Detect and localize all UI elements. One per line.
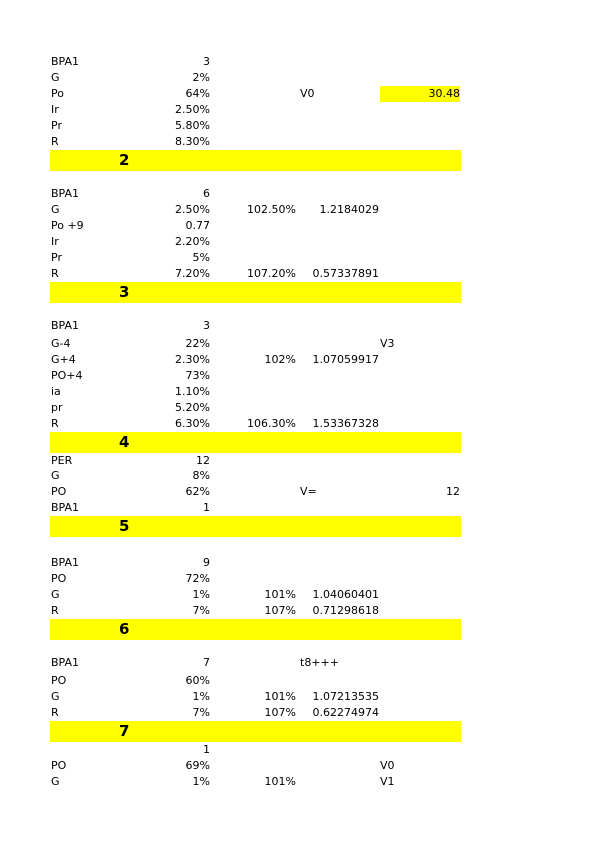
row-label[interactable]: PO	[51, 759, 67, 772]
table-row	[50, 250, 461, 266]
table-row	[50, 705, 461, 721]
section-number: 4	[119, 433, 130, 451]
row-label[interactable]: PO	[51, 485, 67, 498]
computed-cell[interactable]: 1.04060401	[312, 588, 379, 601]
computed-cell[interactable]: 0.62274974	[312, 706, 379, 719]
computed-cell[interactable]: 1.07213535	[312, 690, 379, 703]
row-value[interactable]: 7	[203, 656, 210, 669]
row-label[interactable]: R	[51, 417, 59, 430]
factor-cell[interactable]: 106.30%	[247, 417, 296, 430]
table-row	[50, 742, 461, 758]
row-value[interactable]: 1%	[192, 775, 210, 788]
table-row	[50, 368, 461, 384]
row-value[interactable]: 6.30%	[175, 417, 210, 430]
row-label[interactable]: G	[51, 775, 60, 788]
table-row	[50, 555, 461, 571]
row-label[interactable]: R	[51, 706, 59, 719]
variable-label[interactable]: V=	[300, 485, 317, 498]
factor-cell[interactable]: 102%	[264, 353, 296, 366]
table-row	[50, 500, 461, 516]
row-label[interactable]: Ir	[51, 235, 59, 248]
table-row	[50, 587, 461, 603]
factor-cell[interactable]: 107.20%	[247, 267, 296, 280]
section-number: 7	[119, 722, 130, 740]
section-header-band[interactable]	[50, 282, 461, 303]
row-label[interactable]: PO+4	[51, 369, 83, 382]
row-value[interactable]: 1%	[192, 690, 210, 703]
row-label[interactable]: G	[51, 203, 60, 216]
row-value[interactable]: 2.50%	[175, 203, 210, 216]
section-number: 2	[119, 151, 130, 169]
row-label[interactable]: Po +9	[51, 219, 84, 232]
row-value[interactable]: 2.30%	[175, 353, 210, 366]
section-header-band[interactable]	[50, 619, 461, 640]
section-number: 6	[119, 620, 130, 638]
row-value[interactable]: 2%	[192, 71, 210, 84]
variable-label[interactable]: V0	[300, 87, 315, 100]
variable-label[interactable]: V0	[380, 759, 395, 772]
row-label[interactable]: Ir	[51, 103, 59, 116]
row-value[interactable]: 6	[203, 187, 210, 200]
row-value[interactable]: 7%	[192, 604, 210, 617]
row-value[interactable]: 0.77	[185, 219, 210, 232]
row-label[interactable]	[51, 742, 161, 758]
section-header-band[interactable]	[50, 516, 461, 537]
computed-cell[interactable]: 0.71298618	[312, 604, 379, 617]
table-row	[50, 234, 461, 250]
factor-cell[interactable]: 101%	[264, 690, 296, 703]
table-row	[50, 70, 461, 86]
table-row	[50, 118, 461, 134]
table-row	[50, 758, 461, 774]
row-value[interactable]: 1.10%	[175, 385, 210, 398]
section-header-band[interactable]	[50, 432, 461, 453]
table-row	[50, 689, 461, 705]
table-row	[50, 266, 461, 282]
row-label[interactable]: BPA1	[51, 187, 79, 200]
table-row	[50, 352, 461, 368]
section-number: 3	[119, 283, 130, 301]
row-label[interactable]: PO	[51, 572, 67, 585]
variable-label[interactable]: t8+++	[300, 656, 339, 669]
table-row	[50, 54, 461, 70]
row-value[interactable]: 73%	[185, 369, 210, 382]
row-value[interactable]: 1	[203, 743, 210, 756]
row-label[interactable]: G	[51, 71, 60, 84]
table-row	[50, 336, 461, 352]
row-value[interactable]: 1	[203, 501, 210, 514]
result-cell[interactable]: 12	[446, 485, 460, 498]
row-value[interactable]: 5.80%	[175, 119, 210, 132]
row-value[interactable]: 9	[203, 556, 210, 569]
row-label[interactable]: R	[51, 267, 59, 280]
factor-cell[interactable]: 101%	[264, 588, 296, 601]
table-row	[50, 86, 461, 102]
factor-cell[interactable]: 102.50%	[247, 203, 296, 216]
row-label[interactable]: G	[51, 690, 60, 703]
table-row	[50, 384, 461, 400]
row-value[interactable]: 22%	[185, 337, 210, 350]
row-label[interactable]: PO	[51, 674, 67, 687]
row-value[interactable]: 3	[203, 319, 210, 332]
row-label[interactable]: BPA1	[51, 656, 79, 669]
table-row	[50, 134, 461, 150]
row-label[interactable]: G	[51, 469, 60, 482]
table-row	[50, 655, 461, 671]
row-value[interactable]: 12	[196, 454, 210, 467]
variable-label[interactable]: V1	[380, 775, 395, 788]
table-row	[50, 102, 461, 118]
section-number: 5	[119, 517, 130, 535]
section-header-band[interactable]	[50, 721, 461, 742]
table-row	[50, 453, 461, 469]
row-value[interactable]: 7.20%	[175, 267, 210, 280]
table-row	[50, 571, 461, 587]
table-row	[50, 218, 461, 234]
table-row	[50, 484, 461, 500]
row-label[interactable]: PER	[51, 454, 73, 467]
row-value[interactable]: 72%	[185, 572, 210, 585]
row-label[interactable]: Po	[51, 87, 64, 100]
row-label[interactable]: Pr	[51, 119, 62, 132]
row-value[interactable]: 2.50%	[175, 103, 210, 116]
table-row	[50, 774, 461, 790]
row-value[interactable]: 3	[203, 55, 210, 68]
row-value[interactable]: 1%	[192, 588, 210, 601]
computed-cell[interactable]: 1.07059917	[312, 353, 379, 366]
row-label[interactable]: BPA1	[51, 501, 79, 514]
variable-label[interactable]: V3	[380, 337, 395, 350]
row-value[interactable]: 5.20%	[175, 401, 210, 414]
computed-cell[interactable]: 0.57337891	[312, 267, 379, 280]
table-row	[50, 416, 461, 432]
row-label[interactable]: R	[51, 135, 59, 148]
row-value[interactable]: 64%	[185, 87, 210, 100]
factor-cell[interactable]: 107%	[264, 604, 296, 617]
table-row	[50, 202, 461, 218]
row-value[interactable]: 62%	[185, 485, 210, 498]
table-row	[50, 603, 461, 619]
row-value[interactable]: 7%	[192, 706, 210, 719]
row-label[interactable]: R	[51, 604, 59, 617]
table-row	[50, 318, 461, 334]
row-label[interactable]: BPA1	[51, 319, 79, 332]
row-label[interactable]: Pr	[51, 251, 62, 264]
table-row	[50, 673, 461, 689]
factor-cell[interactable]: 101%	[264, 775, 296, 788]
row-label[interactable]: G+4	[51, 353, 76, 366]
row-label[interactable]: G	[51, 588, 60, 601]
factor-cell[interactable]: 107%	[264, 706, 296, 719]
row-label[interactable]: BPA1	[51, 556, 79, 569]
row-value[interactable]: 60%	[185, 674, 210, 687]
row-label[interactable]: pr	[51, 401, 63, 414]
table-row	[50, 400, 461, 416]
row-value[interactable]: 2.20%	[175, 235, 210, 248]
table-row	[50, 186, 461, 202]
table-row	[50, 468, 461, 484]
row-label[interactable]: ia	[51, 385, 61, 398]
highlighted-result-cell[interactable]: 30.48	[380, 86, 460, 102]
row-value[interactable]: 8%	[192, 469, 210, 482]
row-label[interactable]: BPA1	[51, 55, 79, 68]
row-value[interactable]: 5%	[192, 251, 210, 264]
row-label[interactable]: G-4	[51, 337, 71, 350]
section-header-band[interactable]	[50, 150, 461, 171]
row-value[interactable]: 69%	[185, 759, 210, 772]
computed-cell[interactable]: 1.2184029	[319, 203, 379, 216]
computed-cell[interactable]: 1.53367328	[312, 417, 379, 430]
row-value[interactable]: 8.30%	[175, 135, 210, 148]
